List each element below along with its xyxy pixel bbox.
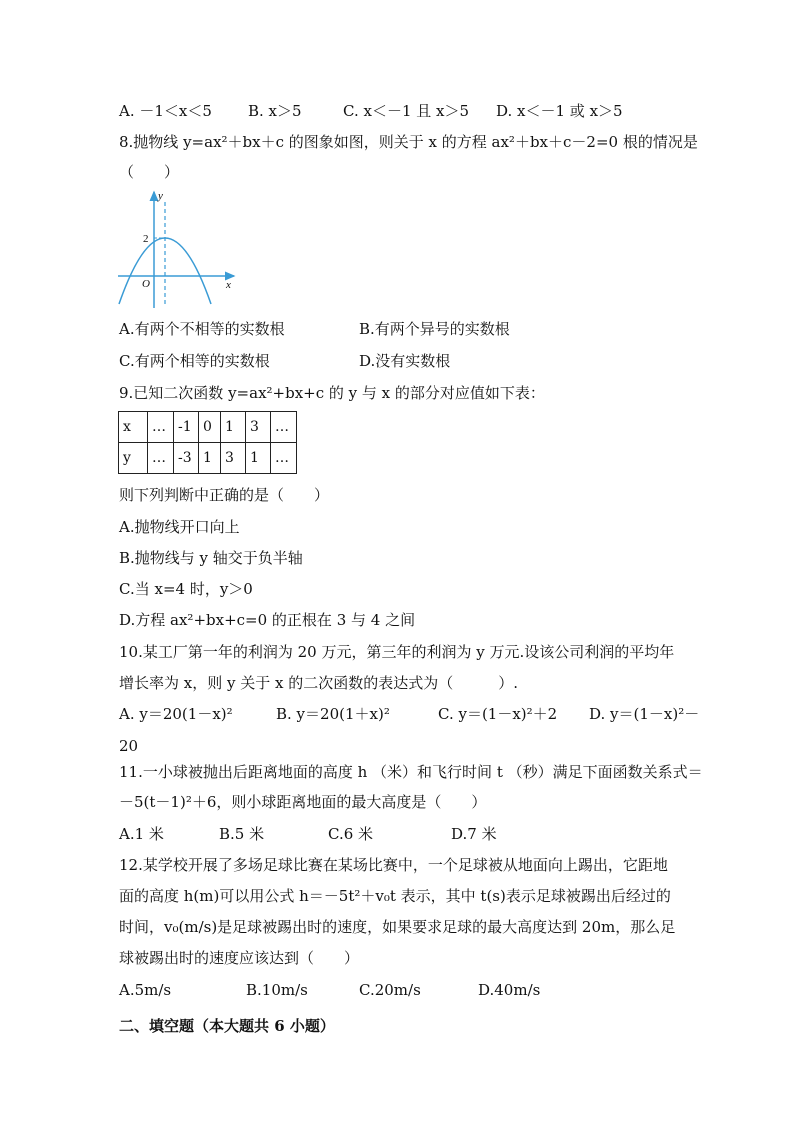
q12-option-d: D.40m/s: [478, 981, 541, 999]
table-cell: -1: [174, 412, 199, 443]
q11-option-b: B.5 米: [219, 825, 265, 843]
q8-option-a: A.有两个不相等的实数根: [119, 320, 285, 338]
q9-option-d: D.方程 ax²+bx+c=0 的正根在 3 与 4 之间: [119, 611, 416, 629]
q7-option-c: C. x＜－1 且 x＞5: [343, 102, 470, 120]
q11-stem-line2: －5(t－1)²＋6，则小球距离地面的最大高度是（ ）: [119, 793, 487, 811]
table-cell: …: [271, 412, 297, 443]
q12-stem-line3: 时间，v₀(m/s)是足球被踢出时的速度，如果要求足球的最大高度达到 20m，那么足: [119, 918, 676, 936]
q10-stem-line2: 增长率为 x，则 y 关于 x 的二次函数的表达式为（ ）.: [119, 674, 519, 692]
table-cell: 1: [199, 443, 221, 474]
q10-option-c: C. y＝(1－x)²＋2: [438, 705, 558, 723]
table-cell: -3: [174, 443, 199, 474]
q8-parabola-graph: [116, 186, 241, 311]
origin-label: O: [142, 278, 150, 290]
q12-option-a: A.5m/s: [119, 981, 172, 999]
q8-blank: （ ）: [119, 163, 180, 181]
q9-option-a: A.抛物线开口向上: [119, 518, 240, 536]
q10-option-d: D. y＝(1－x)²－: [589, 705, 700, 723]
q8-stem: 8.抛物线 y=ax²＋bx＋c 的图象如图，则关于 x 的方程 ax²＋bx＋c－2=0 根的情况是: [119, 133, 698, 151]
table-cell: …: [271, 443, 297, 474]
q10-option-a: A. y＝20(1－x)²: [119, 705, 233, 723]
q9-option-c: C.当 x=4 时，y＞0: [119, 580, 253, 598]
q8-option-c: C.有两个相等的实数根: [119, 352, 270, 370]
q12-stem-line1: 12.某学校开展了多场足球比赛在某场比赛中，一个足球被从地面向上踢出，它距地: [119, 856, 668, 874]
q11-stem-line1: 11.一小球被抛出后距离地面的高度 h （米）和飞行时间 t （秒）满足下面函数关系式＝: [119, 763, 703, 781]
q10-option-b: B. y＝20(1＋x)²: [276, 705, 390, 723]
table-row: [119, 412, 297, 443]
table-cell: y: [119, 443, 148, 474]
q9-stem: 9.已知二次函数 y=ax²+bx+c 的 y 与 x 的部分对应值如下表：: [119, 384, 545, 402]
q9-value-table: [118, 411, 297, 474]
table-cell: …: [148, 412, 174, 443]
q12-stem-line4: 球被踢出时的速度应该达到（ ）: [119, 949, 360, 967]
table-cell: 1: [246, 443, 271, 474]
x-axis-label: x: [226, 279, 231, 291]
table-cell: 3: [246, 412, 271, 443]
q12-option-c: C.20m/s: [359, 981, 421, 999]
q7-option-a: A. －1＜x＜5: [119, 102, 212, 120]
q7-option-b: B. x＞5: [248, 102, 302, 120]
vertex-value-label: 2: [143, 233, 149, 245]
q7-option-d: D. x＜－1 或 x＞5: [496, 102, 623, 120]
q8-option-d: D.没有实数根: [359, 352, 451, 370]
section-heading: 二、填空题（本大题共 6 小题）: [119, 1017, 335, 1035]
table-row: [119, 443, 297, 474]
q12-option-b: B.10m/s: [246, 981, 308, 999]
table-cell: 0: [199, 412, 221, 443]
table-cell: …: [148, 443, 174, 474]
q9-prompt: 则下列判断中正确的是（ ）: [119, 486, 330, 504]
q11-option-a: A.1 米: [119, 825, 164, 843]
y-axis-label: y: [158, 190, 163, 202]
q9-option-b: B.抛物线与 y 轴交于负半轴: [119, 549, 303, 567]
table-cell: 1: [221, 412, 246, 443]
q12-stem-line2: 面的高度 h(m)可以用公式 h＝－5t²＋v₀t 表示，其中 t(s)表示足球被踢出后经过的: [119, 887, 671, 905]
q11-option-d: D.7 米: [451, 825, 497, 843]
q11-option-c: C.6 米: [328, 825, 374, 843]
table-cell: x: [119, 412, 148, 443]
q8-option-b: B.有两个异号的实数根: [359, 320, 510, 338]
table-cell: 3: [221, 443, 246, 474]
q10-stem-line1: 10.某工厂第一年的利润为 20 万元，第三年的利润为 y 万元.设该公司利润的平均年: [119, 643, 675, 661]
q10-option-d-wrap: 20: [119, 737, 139, 755]
